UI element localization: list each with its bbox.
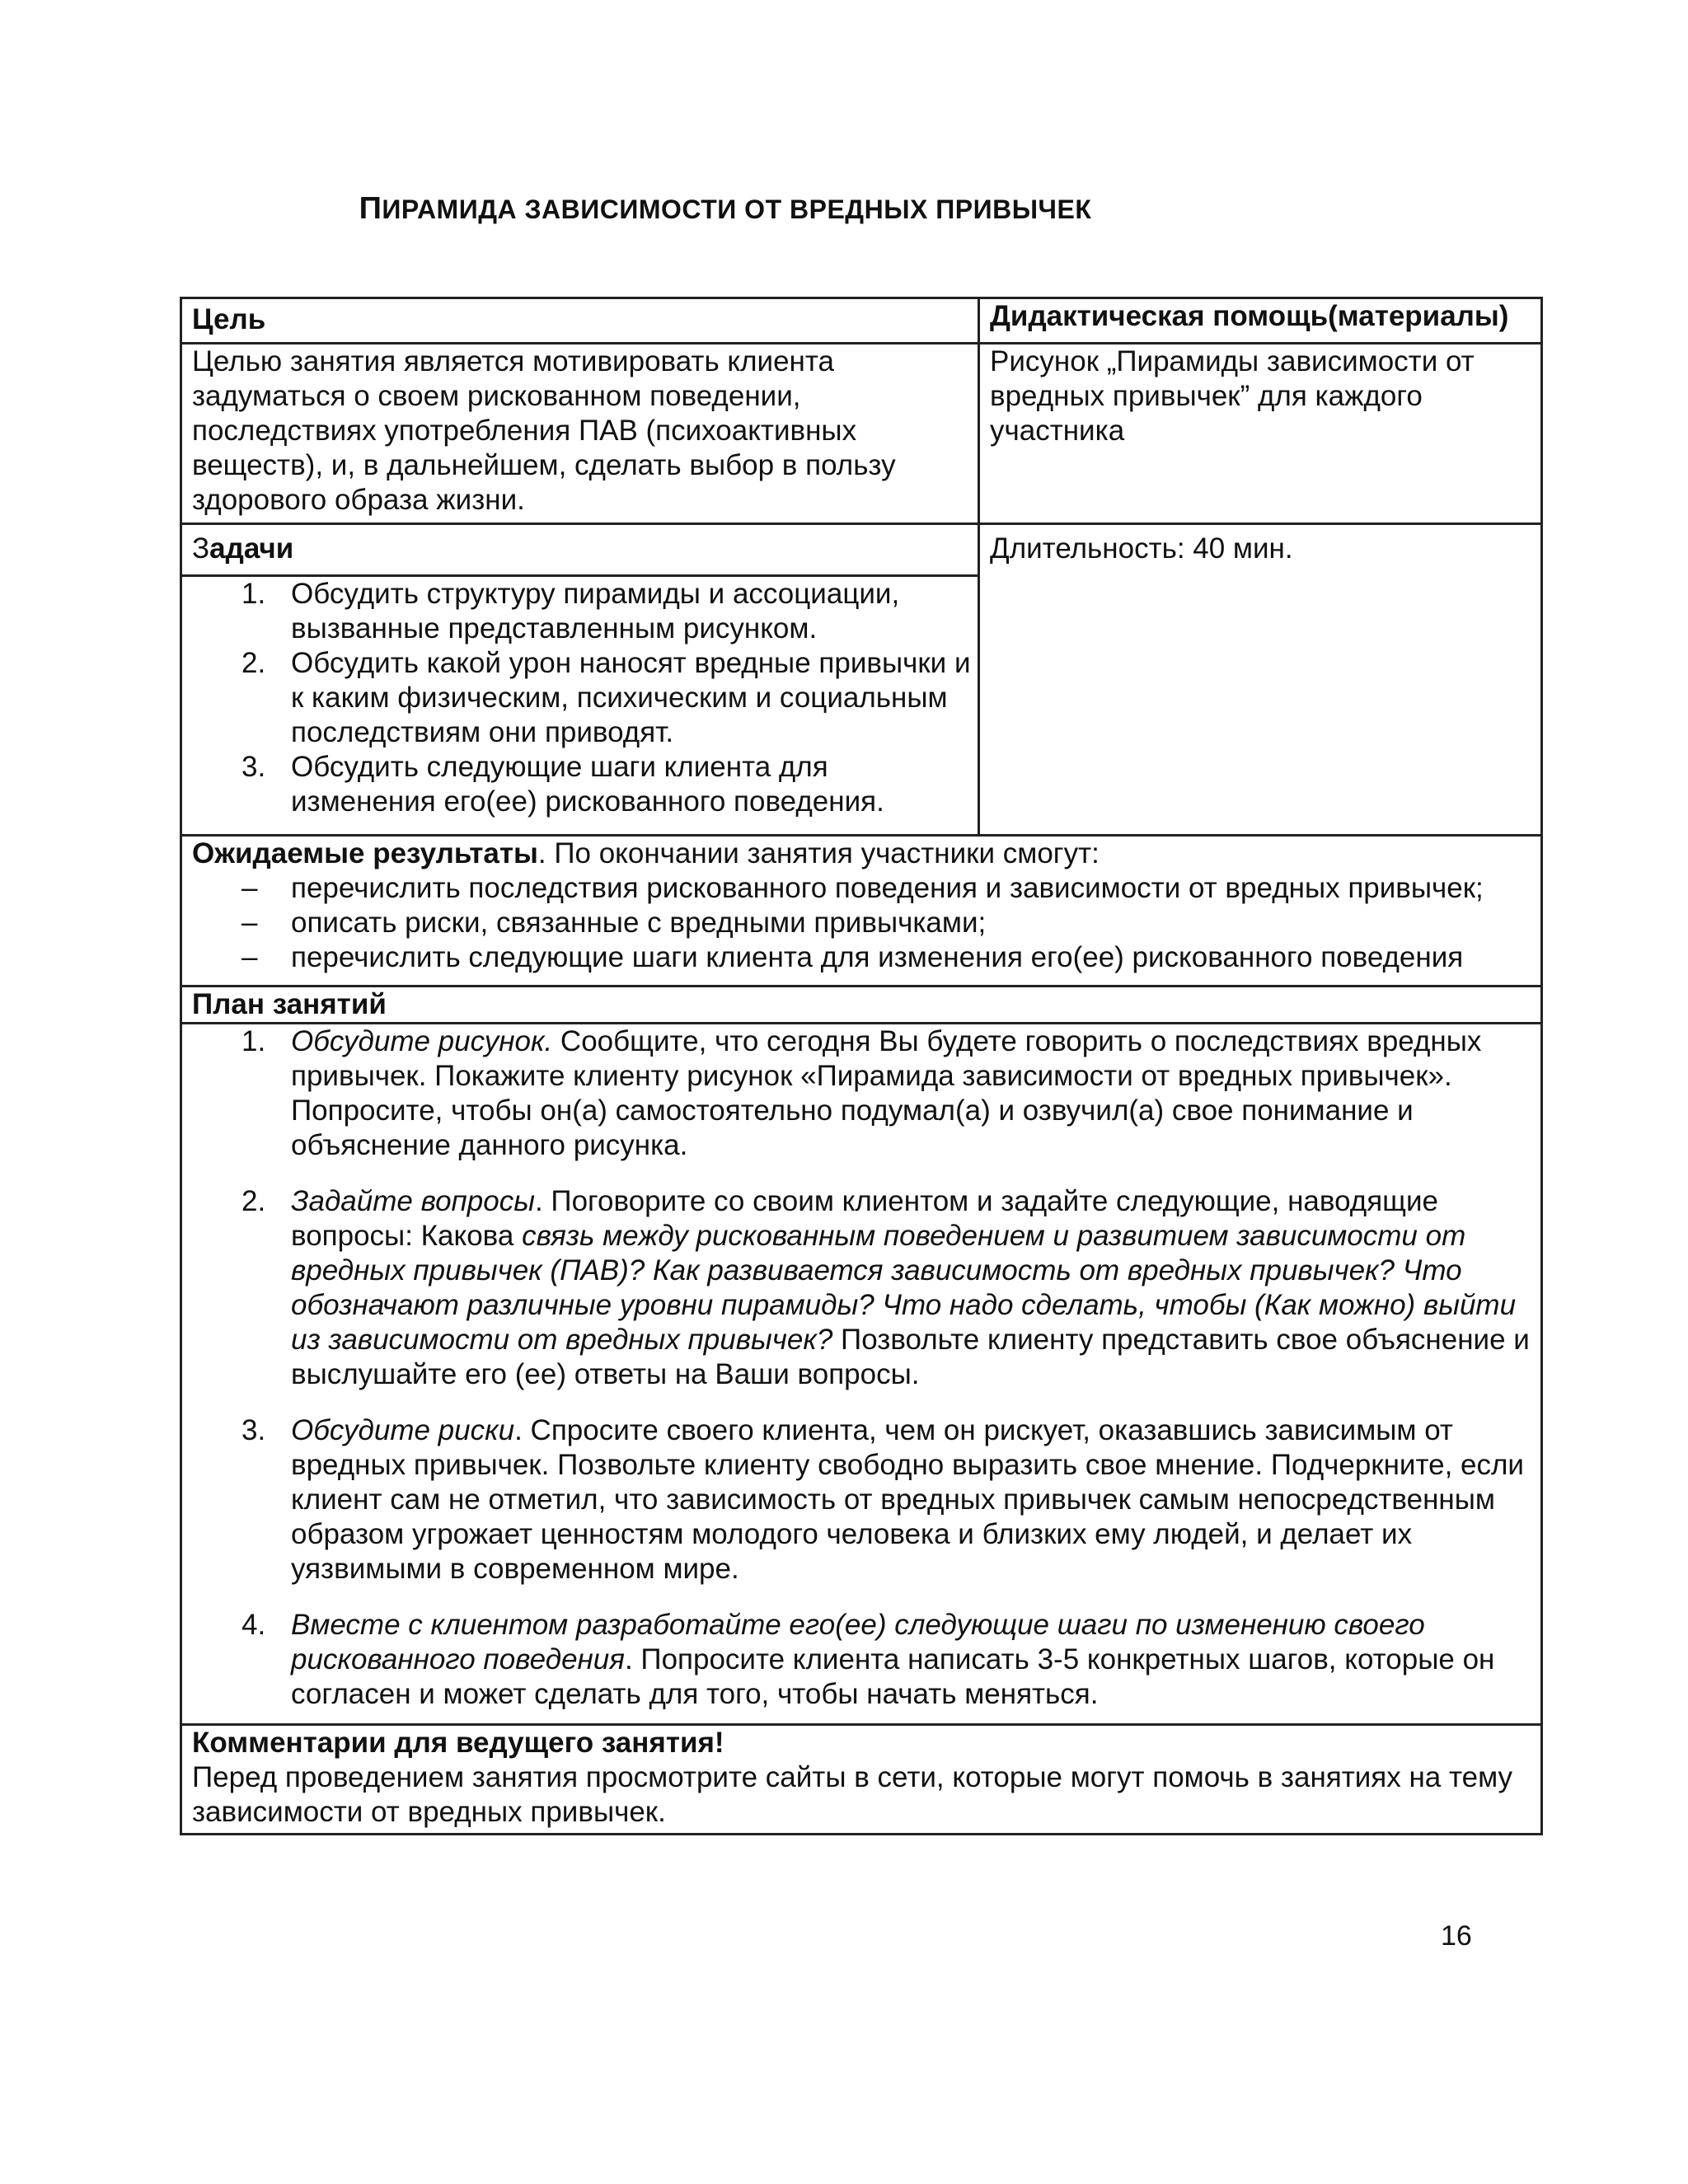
list-item: 1. Обсудить структуру пирамиды и ассоциации, вызванные представленным рисунком. bbox=[241, 578, 900, 644]
list-item: 4. Вместе с клиентом разработайте его(ее) следующие шаги по изменению своего рискованного поведения. Попросите клиента написать 3-5 конкретных шагов, которые он согласен и может сделать для того, чтобы начать меняться. bbox=[241, 1609, 1495, 1710]
list-item: – перечислить следующие шаги клиента для изменения его(ее) рискованного поведения bbox=[241, 941, 1464, 973]
results-intro: Ожидаемые результаты. По окончании занятия участники смогут: bbox=[192, 837, 1100, 869]
tasks-header: Задачи bbox=[181, 524, 979, 576]
duration: Длительность: 40 мин. bbox=[979, 524, 1542, 836]
comments-cell bbox=[181, 1725, 1542, 1835]
lesson-table bbox=[180, 297, 1543, 1835]
header-row bbox=[181, 298, 1542, 344]
materials-header: Дидактическая помощь(материалы) bbox=[979, 298, 1542, 344]
plan-header: План занятий bbox=[181, 987, 1542, 1024]
list-item: 3. Обсудить следующие шаги клиента для изменения его(ее) рискованного поведения. bbox=[241, 751, 884, 818]
goal-text: Целью занятия является мотивировать клиента задуматься о своем рискованном поведении, последствиях употребления ПАВ (психоактивных веществ), и, в дальнейшем, сделать выбор в пользу здорового образа жизни. bbox=[181, 344, 979, 524]
list-item: 2. Обсудить какой урон наносят вредные привычки и к каким физическим, психическим и социальным последствиям они приводят. bbox=[241, 647, 971, 748]
page-title: ПИРАМИДА ЗАВИСИМОСТИ ОТ ВРЕДНЫХ ПРИВЫЧЕК bbox=[359, 191, 1092, 226]
goal-header: Цель bbox=[181, 298, 979, 344]
results-cell bbox=[181, 836, 1542, 987]
goal-row bbox=[181, 344, 1542, 524]
page-number: 16 bbox=[1441, 1920, 1472, 1952]
tasks-list bbox=[192, 577, 971, 819]
list-item: – перечислить последствия рискованного поведения и зависимости от вредных привычек; bbox=[241, 872, 1484, 904]
plan-list bbox=[192, 1024, 1534, 1712]
materials-text: Рисунок „Пирамиды зависимости от вредных привычек” для каждого участника bbox=[979, 344, 1542, 524]
results-list bbox=[192, 871, 1534, 975]
tasks-header-row bbox=[181, 524, 1542, 576]
results-row bbox=[181, 836, 1542, 987]
comments-text: Перед проведением занятия просмотрите сайты в сети, которые могут помочь в занятиях на тему зависимости от вредных привычек. bbox=[192, 1761, 1513, 1828]
list-item: 3. Обсудите риски. Спросите своего клиента, чем он рискует, оказавшись зависимым от вредных привычек. Позвольте клиенту свободно выразить свое мнение. Подчеркните, если клиент сам не отметил, что зависимость от вредных привычек самым непосредственным образом угрожает ценностям молодого человека и близких ему людей, и делает их уязвимыми в современном мире. bbox=[241, 1414, 1524, 1585]
comments-header: Комментарии для ведущего занятия! bbox=[192, 1727, 724, 1759]
plan-cell bbox=[181, 1024, 1542, 1725]
comments-row bbox=[181, 1725, 1542, 1835]
plan-header-row bbox=[181, 987, 1542, 1024]
plan-row bbox=[181, 1024, 1542, 1725]
list-item: 2. Задайте вопросы. Поговорите со своим клиентом и задайте следующие, наводящие вопросы: Какова связь между рискованным поведением и развитием зависимости от вредных привычек (ПАВ)? Как развивается зависимость от вредных привычек? Что обозначают различные уровни пирамиды? Что надо сделать, чтобы (Как можно) выйти из зависимости от вредных привычек? Позвольте клиенту представить свое объяснение и выслушайте его (ее) ответы на Ваши вопросы. bbox=[241, 1185, 1530, 1390]
list-item: 1. Обсудите рисунок. Сообщите, что сегодня Вы будете говорить о последствиях вредных привычек. Покажите клиенту рисунок «Пирамида зависимости от вредных привычек». Попросите, чтобы он(а) самостоятельно подумал(а) и озвучил(а) свое понимание и объяснение данного рисунка. bbox=[241, 1025, 1482, 1161]
tasks-list-cell bbox=[181, 576, 979, 836]
list-item: – описать риски, связанные с вредными привычками; bbox=[241, 907, 987, 939]
